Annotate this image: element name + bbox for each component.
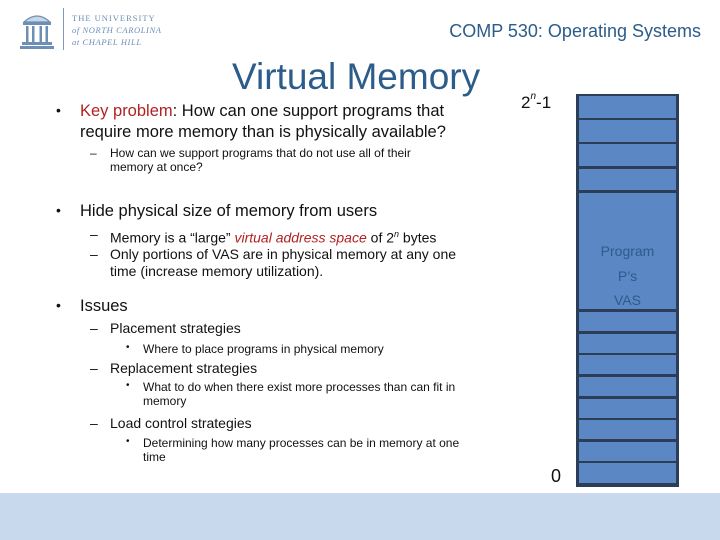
address-bottom-label: 0 — [551, 466, 562, 486]
bullet-hide-physical-size: Hide physical size of memory from users — [80, 202, 378, 220]
logo-divider — [63, 8, 64, 50]
detail-line: Determining how many processes can be in memory at one — [143, 436, 460, 450]
label-exponent: n — [530, 91, 537, 102]
exponent: n — [394, 229, 400, 239]
placement-detail: Where to place programs in physical memory — [143, 342, 384, 356]
memory-block — [579, 355, 676, 374]
text: bytes — [399, 229, 437, 246]
dash: – — [90, 360, 98, 376]
memory-block — [579, 377, 676, 396]
logo-text-line-1: THE UNIVERSITY — [72, 13, 156, 23]
bullet-dot: • — [126, 342, 130, 353]
text: of 2 — [366, 229, 395, 246]
sub-bullet-all-memory — [110, 146, 411, 174]
virtual-address-space-term: virtual address space — [234, 229, 367, 246]
sub-bullet-load-control: Load control strategies — [110, 415, 252, 431]
sub-bullet-line: How can we support programs that do not use all of their — [110, 146, 411, 160]
key-problem-label: Key problem — [80, 102, 173, 120]
dash: – — [90, 226, 98, 242]
virtual-address-space-diagram — [576, 94, 679, 487]
memory-block — [579, 312, 676, 331]
sub-bullet-line: Only portions of VAS are in physical memory at any one — [110, 246, 457, 262]
sub-bullet-line: memory at once? — [110, 160, 203, 174]
dash: – — [90, 246, 98, 262]
logo-text-line-3: at CHAPEL HILL — [72, 37, 142, 47]
university-well-logo-icon — [18, 8, 56, 50]
dash: – — [90, 320, 98, 336]
memory-block — [579, 120, 676, 142]
label-tail: -1 — [536, 93, 552, 112]
footer-bar — [0, 493, 720, 540]
sub-bullet-vas — [110, 226, 436, 247]
bullet-dot: • — [126, 436, 130, 447]
memory-block — [579, 442, 676, 461]
memory-block — [579, 169, 676, 191]
key-problem-text: : How can one support programs that — [172, 102, 445, 120]
text: Memory is a “large” — [110, 229, 235, 246]
bullet-dot: • — [56, 202, 61, 218]
bullet-dot: • — [56, 102, 61, 118]
load-control-detail — [143, 436, 459, 464]
vas-label-vas: VAS — [614, 292, 641, 308]
logo-text-line-2: of NORTH CAROLINA — [72, 25, 162, 35]
detail-line: memory — [143, 394, 187, 408]
vas-label-program: Program — [600, 243, 655, 259]
memory-block — [579, 334, 676, 353]
key-problem-text-2: require more memory than is physically available? — [80, 123, 446, 141]
memory-block — [579, 144, 676, 166]
detail-line: What to do when there exist more processes than can fit in — [143, 380, 456, 394]
bullet-dot: • — [56, 297, 61, 313]
memory-block — [579, 96, 676, 118]
memory-block — [579, 463, 676, 482]
detail-line: time — [143, 450, 166, 464]
memory-block — [579, 399, 676, 418]
sub-bullet-vas-portions — [110, 246, 456, 280]
course-title: COMP 530: Operating Systems — [449, 21, 701, 41]
vas-label-ps: P’s — [617, 268, 638, 284]
bullet-issues: Issues — [80, 297, 128, 315]
replacement-detail — [143, 380, 455, 408]
bullet-key-problem — [80, 101, 446, 143]
sub-bullet-line: time (increase memory utilization). — [110, 263, 324, 279]
address-top-label — [521, 93, 551, 113]
dash: – — [90, 146, 97, 160]
memory-block — [579, 420, 676, 439]
dash: – — [90, 415, 98, 431]
label-base: 2 — [521, 93, 531, 112]
bullet-dot: • — [126, 380, 130, 391]
sub-bullet-replacement: Replacement strategies — [110, 360, 258, 376]
sub-bullet-placement: Placement strategies — [110, 320, 241, 336]
slide-title: Virtual Memory — [232, 56, 481, 97]
